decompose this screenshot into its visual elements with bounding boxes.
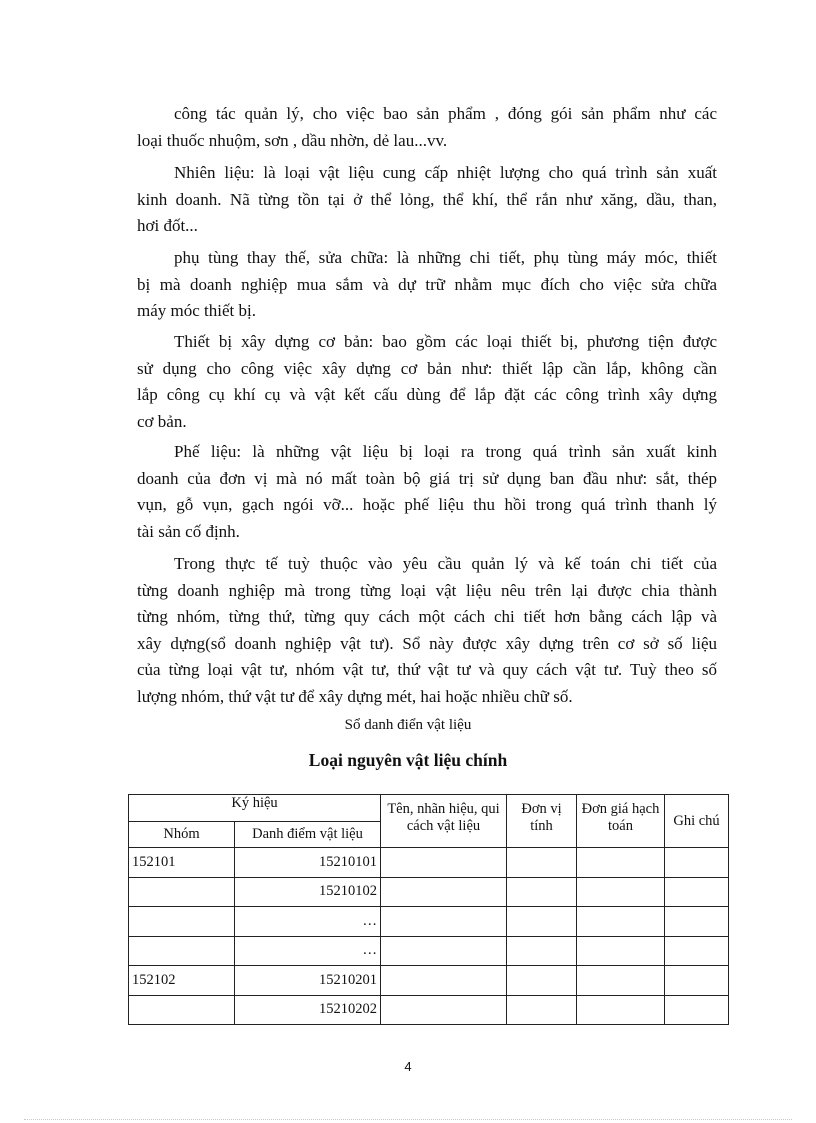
text-line: bị mà doanh nghiệp mua sắm và dự trữ nhằm mục đích cho việc sửa chữa — [137, 274, 717, 294]
section-caption: Sổ danh điển vật liệu — [344, 717, 472, 733]
cell-don-gia — [577, 907, 665, 937]
header-ghi-chu: Ghi chú — [665, 795, 729, 848]
paragraph-scrap — [137, 439, 717, 545]
table-row — [129, 966, 729, 996]
cell-don-gia — [577, 848, 665, 878]
cell-ghi-chu — [665, 966, 729, 996]
paragraph-spare-parts — [137, 245, 717, 325]
text-line: tài sản cố định. — [137, 521, 240, 541]
text-line: Nhiên liệu: là loại vật liệu cung cấp nhiệt lượng cho quá trình sản xuất — [174, 163, 717, 182]
text-line: vụn, gỗ vụn, gạch ngói vỡ... hoặc phế liệu thu hồi trong quá trình thanh lý — [137, 495, 717, 514]
cell-danh-diem: 15210102 — [235, 877, 381, 907]
text-line: kinh doanh. Nã từng tồn tại ở thể lỏng, thể khí, thể rắn như xăng, dầu, than, — [137, 189, 717, 209]
paragraph-construction-equipment — [137, 329, 717, 435]
text-line: phụ tùng thay thế, sửa chữa: là những chi tiết, phụ tùng máy móc, thiết — [174, 248, 717, 267]
text-line: Trong thực tế tuỳ thuộc vào yêu cầu quản lý và kế toán chi tiết của — [174, 554, 717, 573]
cell-ghi-chu — [665, 848, 729, 878]
cell-danh-diem: 15210101 — [235, 848, 381, 878]
cell-ten — [381, 848, 507, 878]
table-header-row — [129, 795, 729, 822]
cell-don-gia — [577, 966, 665, 996]
header-danh-diem: Danh điểm vật liệu — [235, 822, 381, 848]
text-line: sử dụng cho công việc xây dựng cơ bản như: thiết lập cần lắp, không cần — [137, 358, 717, 378]
cell-nhom: 152101 — [129, 848, 235, 878]
header-ky-hieu: Ký hiệu — [129, 795, 381, 822]
text-line: cơ bản. — [137, 411, 187, 431]
text-line: doanh của đơn vị mà nó mất toàn bộ giá trị sử dụng ban đầu như: sắt, thép — [137, 468, 717, 488]
header-nhom: Nhóm — [129, 822, 235, 848]
cell-ten — [381, 907, 507, 937]
header-don-vi: Đơn vị tính — [507, 795, 577, 848]
cell-danh-diem: … — [235, 936, 381, 966]
text-line: lắp công cụ khí cụ và vật kết cấu dùng để lắp đặt các công trình xây dựng — [137, 385, 717, 404]
cell-don-vi — [507, 995, 577, 1025]
cell-don-vi — [507, 907, 577, 937]
text-line: của từng loại vật tư, nhóm vật tư, thứ vật tư và quy cách vật tư. Tuỳ theo số — [137, 660, 717, 679]
table-row — [129, 907, 729, 937]
cell-ten — [381, 995, 507, 1025]
cell-don-vi — [507, 936, 577, 966]
material-code-table — [128, 794, 729, 1025]
cell-nhom — [129, 936, 235, 966]
cell-danh-diem: 15210202 — [235, 995, 381, 1025]
table-row — [129, 877, 729, 907]
table-title: Loại nguyên vật liệu chính — [308, 750, 508, 770]
cell-ghi-chu — [665, 995, 729, 1025]
text-line: Thiết bị xây dựng cơ bản: bao gồm các loại thiết bị, phương tiện được — [174, 332, 717, 351]
cell-ghi-chu — [665, 877, 729, 907]
table-row — [129, 936, 729, 966]
cell-nhom — [129, 877, 235, 907]
header-ten: Tên, nhãn hiệu, qui cách vật liệu — [381, 795, 507, 848]
header-don-gia: Đơn giá hạch toán — [577, 795, 665, 848]
text-line: loại thuốc nhuộm, sơn , dầu nhờn, dẻ lau...vv. — [137, 130, 448, 150]
paragraph-classification — [137, 551, 717, 710]
cell-ten — [381, 877, 507, 907]
table-row — [129, 848, 729, 878]
text-line: lượng nhóm, thứ vật tư để xây dựng mét, hai hoặc nhiều chữ số. — [137, 686, 573, 706]
cell-danh-diem: 15210201 — [235, 966, 381, 996]
table-row — [129, 995, 729, 1025]
cell-don-vi — [507, 877, 577, 907]
paragraph-fuel — [137, 160, 717, 240]
cell-don-vi — [507, 848, 577, 878]
text-line: máy móc thiết bị. — [137, 301, 256, 320]
footer-divider — [24, 1119, 792, 1120]
cell-don-gia — [577, 995, 665, 1025]
cell-don-vi — [507, 966, 577, 996]
cell-ghi-chu — [665, 936, 729, 966]
paragraph-packaging — [137, 101, 717, 154]
text-line: từng doanh nghiệp mà trong từng loại vật liệu nêu trên lại được chia thành — [137, 580, 717, 600]
page-number: 4 — [404, 1059, 412, 1074]
cell-nhom: 152102 — [129, 966, 235, 996]
cell-nhom — [129, 995, 235, 1025]
cell-danh-diem: … — [235, 907, 381, 937]
cell-ten — [381, 936, 507, 966]
cell-don-gia — [577, 936, 665, 966]
text-line: Phế liệu: là những vật liệu bị loại ra trong quá trình sản xuất kinh — [174, 442, 717, 461]
text-line: từng nhóm, từng thứ, từng quy cách một cách chi tiết hơn bằng cách lập và — [137, 607, 717, 626]
cell-ten — [381, 966, 507, 996]
text-line: hơi đốt... — [137, 216, 198, 235]
text-line: công tác quản lý, cho việc bao sản phẩm , đóng gói sản phẩm như các — [174, 104, 717, 123]
cell-nhom — [129, 907, 235, 937]
cell-ghi-chu — [665, 907, 729, 937]
text-line: xây dựng(sổ doanh nghiệp vật tư). Sổ này được xây dựng trên cơ sở số liệu — [137, 633, 717, 653]
cell-don-gia — [577, 877, 665, 907]
